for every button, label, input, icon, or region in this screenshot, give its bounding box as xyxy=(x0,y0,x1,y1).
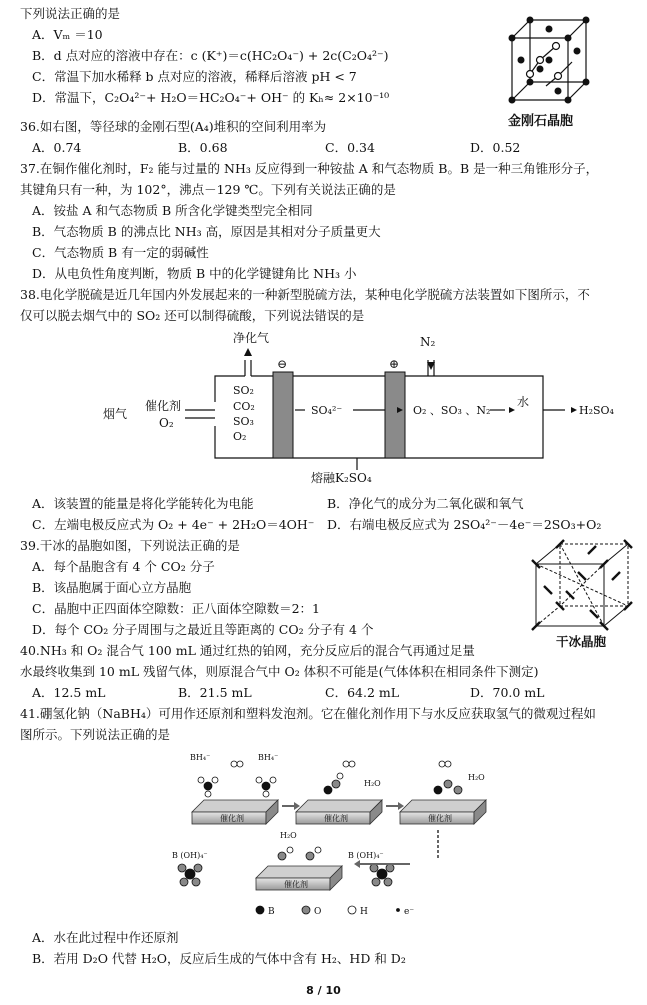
q38-stem-line2: 仅可以脱去烟气中的 SO₂ 还可以制得硫酸，下列说法错误的是 xyxy=(20,308,365,323)
q39-option-b: B．该晶胞属于面心立方晶胞 xyxy=(32,580,192,595)
q35-option-c: C．常温下加水稀释 b 点对应的溶液，稀释后溶液 pH < 7 xyxy=(32,69,357,84)
q36-option-a: A．0.74 xyxy=(32,140,82,155)
q37-stem-line1: 37.在铜作催化剂时，F₂ 能与过量的 NH₃ 反应得到一种铵盐 A 和气态物质 B。B 是一种三角锥形分子， xyxy=(20,161,599,176)
q39-option-a: A．每个晶胞含有 4 个 CO₂ 分子 xyxy=(32,559,215,574)
q40-option-d: D．70.0 mL xyxy=(470,685,545,700)
positive-electrode-symbol: ⊕ xyxy=(389,357,400,371)
diamond-cell-figure xyxy=(500,10,600,110)
q40-stem-line1: 40.NH₃ 和 O₂ 混合气 100 mL 通过红热的铂网，充分反应后的混合气再通过足量 xyxy=(20,643,475,658)
q40-option-a: A．12.5 mL xyxy=(32,685,106,700)
gas-so2: SO₂ xyxy=(233,384,254,397)
q41-stem-line1: 41.硼氢化钠（NaBH₄）可用作还原剂和塑料发泡剂。它在催化剂作用下与水反应获取氢气的微观过程如 xyxy=(20,706,596,721)
q38-option-c: C．左端电极反应式为 O₂ + 4e⁻ + 2H₂O＝4OH⁻ xyxy=(32,517,315,532)
h2o-label-1: H₂O xyxy=(364,779,381,788)
h2so4-label: H₂SO₄ xyxy=(579,404,614,417)
legend-hydrogen: H xyxy=(360,907,368,917)
legend-oxygen: O xyxy=(314,907,322,917)
q37-stem-line2: 其键角只有一种，为 102°，沸点－129 ℃。下列有关说法正确的是 xyxy=(20,182,396,197)
q36-option-c: C．0.34 xyxy=(325,140,375,155)
catalyst-label-4: 催化剂 xyxy=(284,880,308,889)
molten-k2so4-label: 熔融K₂SO₄ xyxy=(311,471,372,485)
q35-option-d: D．常温下，C₂O₄²⁻+ H₂O＝HC₂O₄⁻+ OH⁻ 的 Kₕ≈ 2×10⁻¹⁰ xyxy=(32,90,390,105)
diamond-cell-caption: 金刚石晶胞 xyxy=(508,114,574,129)
purified-gas-label: 净化气 xyxy=(233,331,270,345)
gas-so3: SO₃ xyxy=(233,415,254,428)
q36-option-b: B．0.68 xyxy=(178,140,228,155)
q40-option-c: C．64.2 mL xyxy=(325,685,400,700)
bh4-label-2: BH₄⁻ xyxy=(258,753,279,762)
dry-ice-cell-figure xyxy=(530,540,638,632)
q36-stem: 36.如右图，等径球的金刚石型(A₄)堆积的空间利用率为 xyxy=(20,119,327,134)
legend-electron: e⁻ xyxy=(404,907,415,917)
boh4-label-1: B (OH)₄⁻ xyxy=(172,851,208,860)
sulfate-ion-label: SO₄²⁻ xyxy=(311,404,343,417)
q40-option-b: B．21.5 mL xyxy=(178,685,252,700)
q35-option-b: B．d 点对应的溶液中存在：c (K⁺)＝c(HC₂O₄⁻) + 2c(C₂O₄²⁻) xyxy=(32,48,389,63)
negative-electrode-symbol: ⊖ xyxy=(277,357,288,371)
question-intro: 下列说法正确的是 xyxy=(20,6,121,21)
q41-option-b: B．若用 D₂O 代替 H₂O，反应后生成的气体中含有 H₂、HD 和 D₂ xyxy=(32,951,406,966)
catalyst-label: 催化剂 xyxy=(145,399,182,413)
gas-co2: CO₂ xyxy=(233,400,255,413)
catalyst-label-1: 催化剂 xyxy=(220,814,244,823)
q39-option-d: D．每个 CO₂ 分子周围与之最近且等距离的 CO₂ 分子有 4 个 xyxy=(32,622,374,637)
boh4-label-2: B (OH)₄⁻ xyxy=(348,851,384,860)
q38-option-b: B．净化气的成分为二氧化碳和氧气 xyxy=(327,496,524,511)
page-number: 8 / 10 xyxy=(306,984,341,997)
o2-inlet-label: O₂ xyxy=(159,416,174,430)
n2-label: N₂ xyxy=(420,335,436,349)
q37-option-d: D．从电负性角度判断，物质 B 中的化学键键角比 NH₃ 小 xyxy=(32,266,357,281)
water-label: 水 xyxy=(517,395,530,409)
catalyst-label-2: 催化剂 xyxy=(324,814,348,823)
q36-option-d: D．0.52 xyxy=(470,140,521,155)
catalyst-label-3: 催化剂 xyxy=(428,814,452,823)
legend-boron: B xyxy=(268,907,275,917)
dry-ice-cell-caption: 干冰晶胞 xyxy=(556,634,607,649)
bh4-label-1: BH₄⁻ xyxy=(190,753,211,762)
flue-gas-label: 烟气 xyxy=(103,407,128,421)
q40-stem-line2: 水最终收集到 10 mL 残留气体，则原混合气中 O₂ 体积不可能是(气体体积在相同条件下测定) xyxy=(20,664,539,679)
h2o-label-3: H₂O xyxy=(280,831,297,840)
q37-option-c: C．气态物质 B 有一定的弱碱性 xyxy=(32,245,209,260)
mechanism-diagram xyxy=(170,746,490,918)
gas-o2: O₂ xyxy=(233,430,247,443)
q38-stem-line1: 38.电化学脱硫是近几年国内外发展起来的一种新型脱硫方法，某种电化学脱硫方法装置如下图所示，不 xyxy=(20,287,590,302)
q35-option-a: A．Vₘ ＝10 xyxy=(32,27,103,42)
q38-option-a: A．该装置的能量是将化学能转化为电能 xyxy=(32,496,254,511)
q37-option-b: B．气态物质 B 的沸点比 NH₃ 高，原因是其相对分子质量更大 xyxy=(32,224,381,239)
electrochemical-cell-diagram xyxy=(95,330,614,488)
q41-option-a: A．水在此过程中作还原剂 xyxy=(32,930,179,945)
q41-stem-line2: 图所示。下列说法正确的是 xyxy=(20,727,171,742)
h2o-label-2: H₂O xyxy=(468,773,485,782)
q39-stem: 39.干冰的晶胞如图，下列说法正确的是 xyxy=(20,538,240,553)
q39-option-c: C．晶胞中正四面体空隙数：正八面体空隙数＝2：1 xyxy=(32,601,320,616)
q37-option-a: A．铵盐 A 和气态物质 B 所含化学键类型完全相同 xyxy=(32,203,313,218)
right-gases-label: O₂ 、SO₃ 、N₂ xyxy=(413,404,491,417)
q38-option-d: D．右端电极反应式为 2SO₄²⁻－4e⁻＝2SO₃+O₂ xyxy=(327,517,602,532)
